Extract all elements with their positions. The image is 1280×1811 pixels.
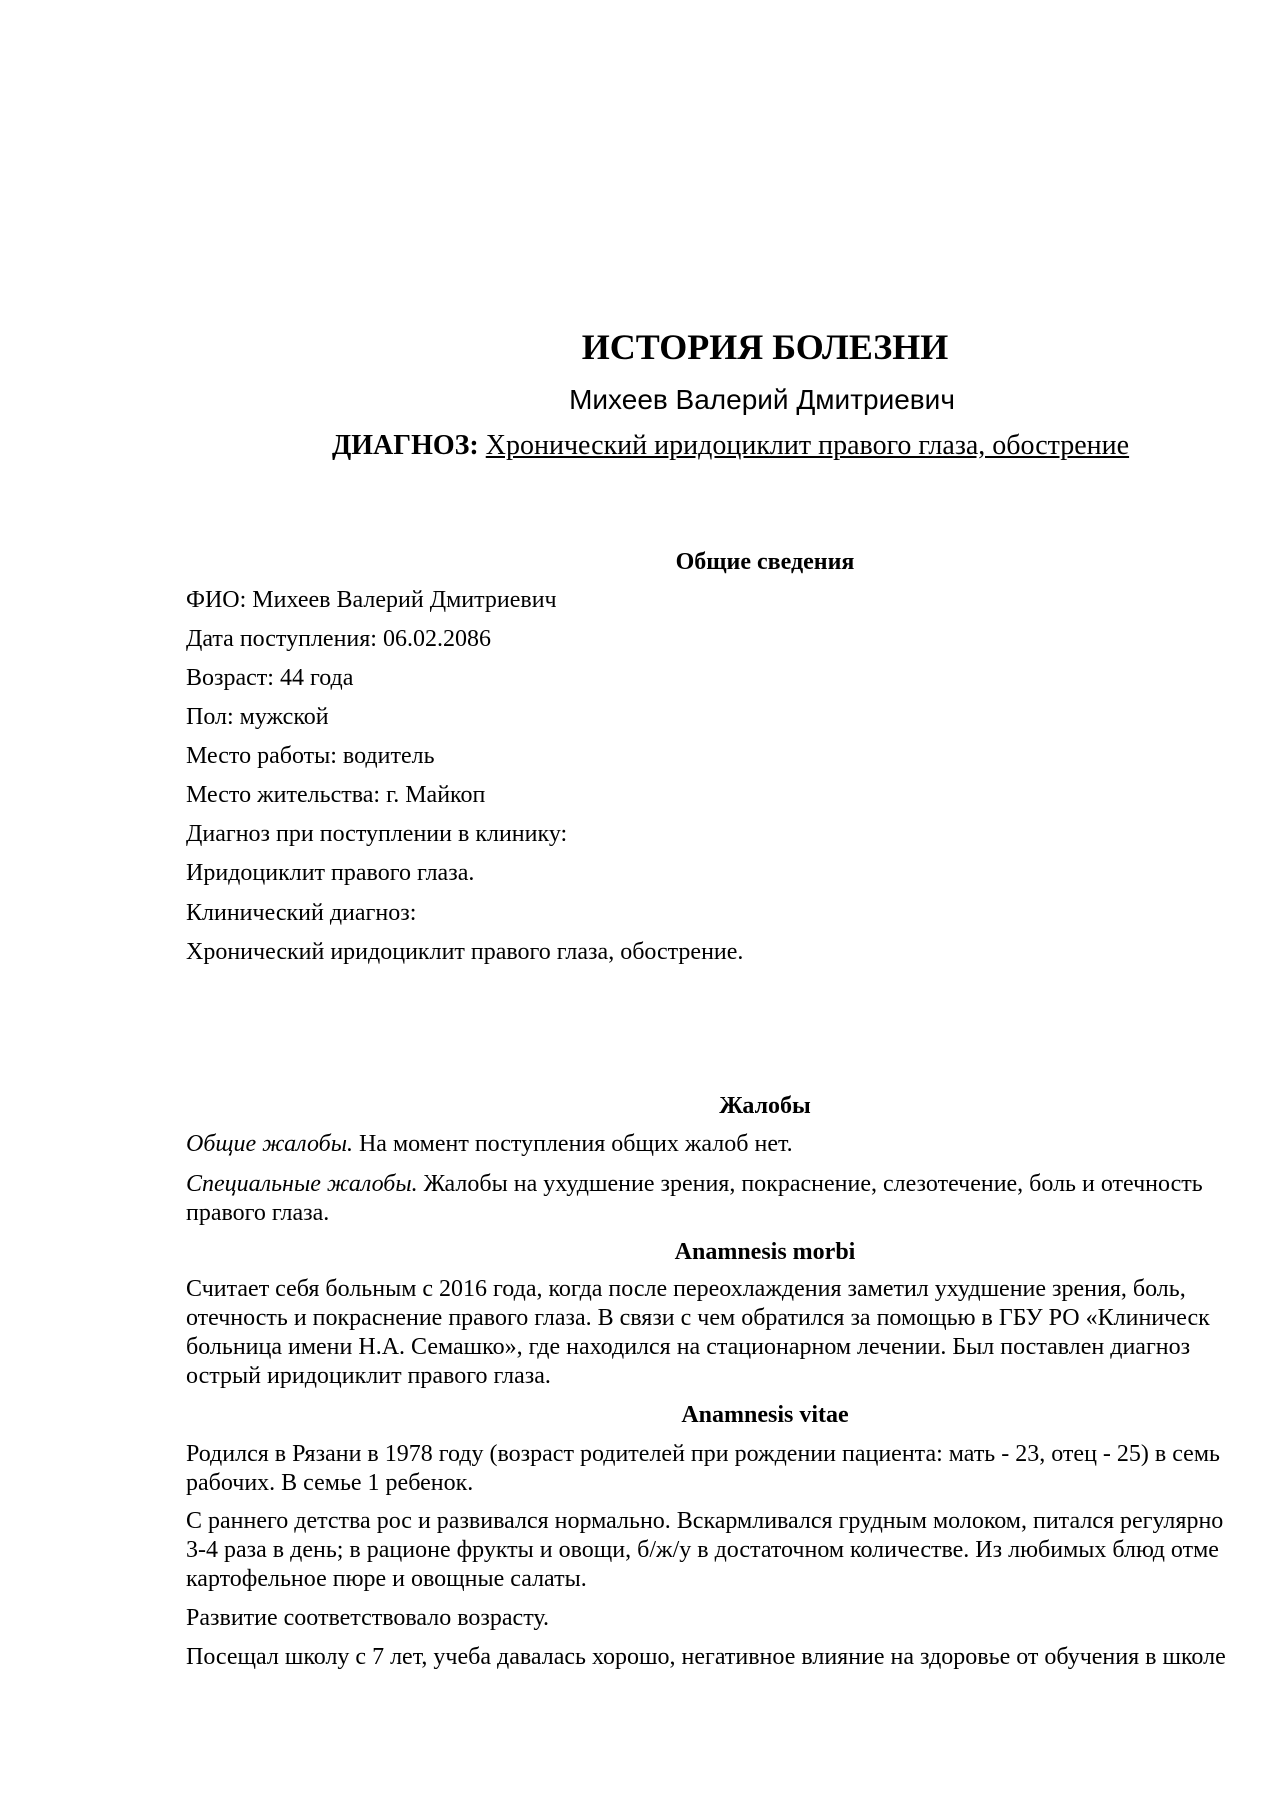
- complaints-general: [186, 1130, 793, 1159]
- general-line: Место жительства: г. Майкоп: [186, 782, 486, 808]
- paragraph-line: отечность и покраснение правого глаза. В связи с чем обратился за помощью в ГБУ РО «Клиническ: [186, 1305, 1210, 1331]
- paragraph-line: больница имени Н.А. Семашко», где находился на стационарном лечении. Был поставлен диагноз: [186, 1334, 1191, 1360]
- general-line: Дата поступления: 06.02.2086: [186, 626, 491, 652]
- complaints-special-label: Специальные жалобы.: [186, 1171, 418, 1197]
- complaints-special-text: Жалобы на ухудшение зрения, покраснение, слезотечение, боль и отечность: [417, 1171, 1203, 1197]
- document-title: ИСТОРИЯ БОЛЕЗНИ: [581, 327, 949, 367]
- complaints-special: [186, 1170, 1280, 1228]
- patient-name: Михеев Валерий Дмитриевич: [569, 384, 955, 415]
- general-line: Диагноз при поступлении в клинику:: [186, 821, 568, 847]
- anamnesis-morbi-text: [186, 1275, 1280, 1391]
- paragraph-line: 3-4 раза в день; в рационе фрукты и овощи, б/ж/у в достаточном количестве. Из любимых блюд отме: [186, 1537, 1219, 1563]
- general-line: Возраст: 44 года: [186, 665, 354, 691]
- general-line: Клинический диагноз:: [186, 900, 417, 926]
- general-line: ФИО: Михеев Валерий Дмитриевич: [186, 587, 557, 613]
- complaints-special-text-2: правого глаза.: [186, 1200, 330, 1226]
- section-heading-general: Общие сведения: [675, 549, 855, 575]
- section-heading-complaints: Жалобы: [719, 1093, 811, 1119]
- complaints-general-label: Общие жалобы.: [186, 1131, 353, 1157]
- general-line: Хронический иридоциклит правого глаза, обострение.: [186, 939, 744, 965]
- general-line: Место работы: водитель: [186, 743, 435, 769]
- anamnesis-vitae-p1: [186, 1440, 1280, 1498]
- paragraph-line: С раннего детства рос и развивался нормально. Вскармливался грудным молоком, питался регулярно: [186, 1508, 1224, 1534]
- paragraph-line: Родился в Рязани в 1978 году (возраст родителей при рождении пациента: мать - 23, отец - 25) в семь: [186, 1441, 1220, 1467]
- diagnosis-value: Хронический иридоциклит правого глаза, обострение: [485, 430, 1130, 461]
- section-heading-anamnesis-morbi: Anamnesis morbi: [674, 1239, 856, 1265]
- paragraph-line: рабочих. В семье 1 ребенок.: [186, 1470, 474, 1496]
- diagnosis-label: ДИАГНОЗ:: [332, 430, 479, 461]
- anamnesis-vitae-p4: Посещал школу с 7 лет, учеба давалась хорошо, негативное влияние на здоровье от обучения в школе: [186, 1644, 1226, 1670]
- general-line: Иридоциклит правого глаза.: [186, 860, 475, 886]
- paragraph-line: Считает себя больным с 2016 года, когда после переохлаждения заметил ухудшение зрения, боль,: [186, 1276, 1186, 1302]
- diagnosis-line: [332, 428, 1129, 464]
- general-line: Пол: мужской: [186, 704, 329, 730]
- paragraph-line: картофельное пюре и овощные салаты.: [186, 1566, 587, 1592]
- complaints-general-text: На момент поступления общих жалоб нет.: [352, 1131, 793, 1157]
- anamnesis-vitae-p3: Развитие соответствовало возрасту.: [186, 1605, 549, 1631]
- paragraph-line: острый иридоциклит правого глаза.: [186, 1363, 551, 1389]
- section-heading-anamnesis-vitae: Anamnesis vitae: [681, 1402, 849, 1428]
- anamnesis-vitae-p2: [186, 1507, 1280, 1594]
